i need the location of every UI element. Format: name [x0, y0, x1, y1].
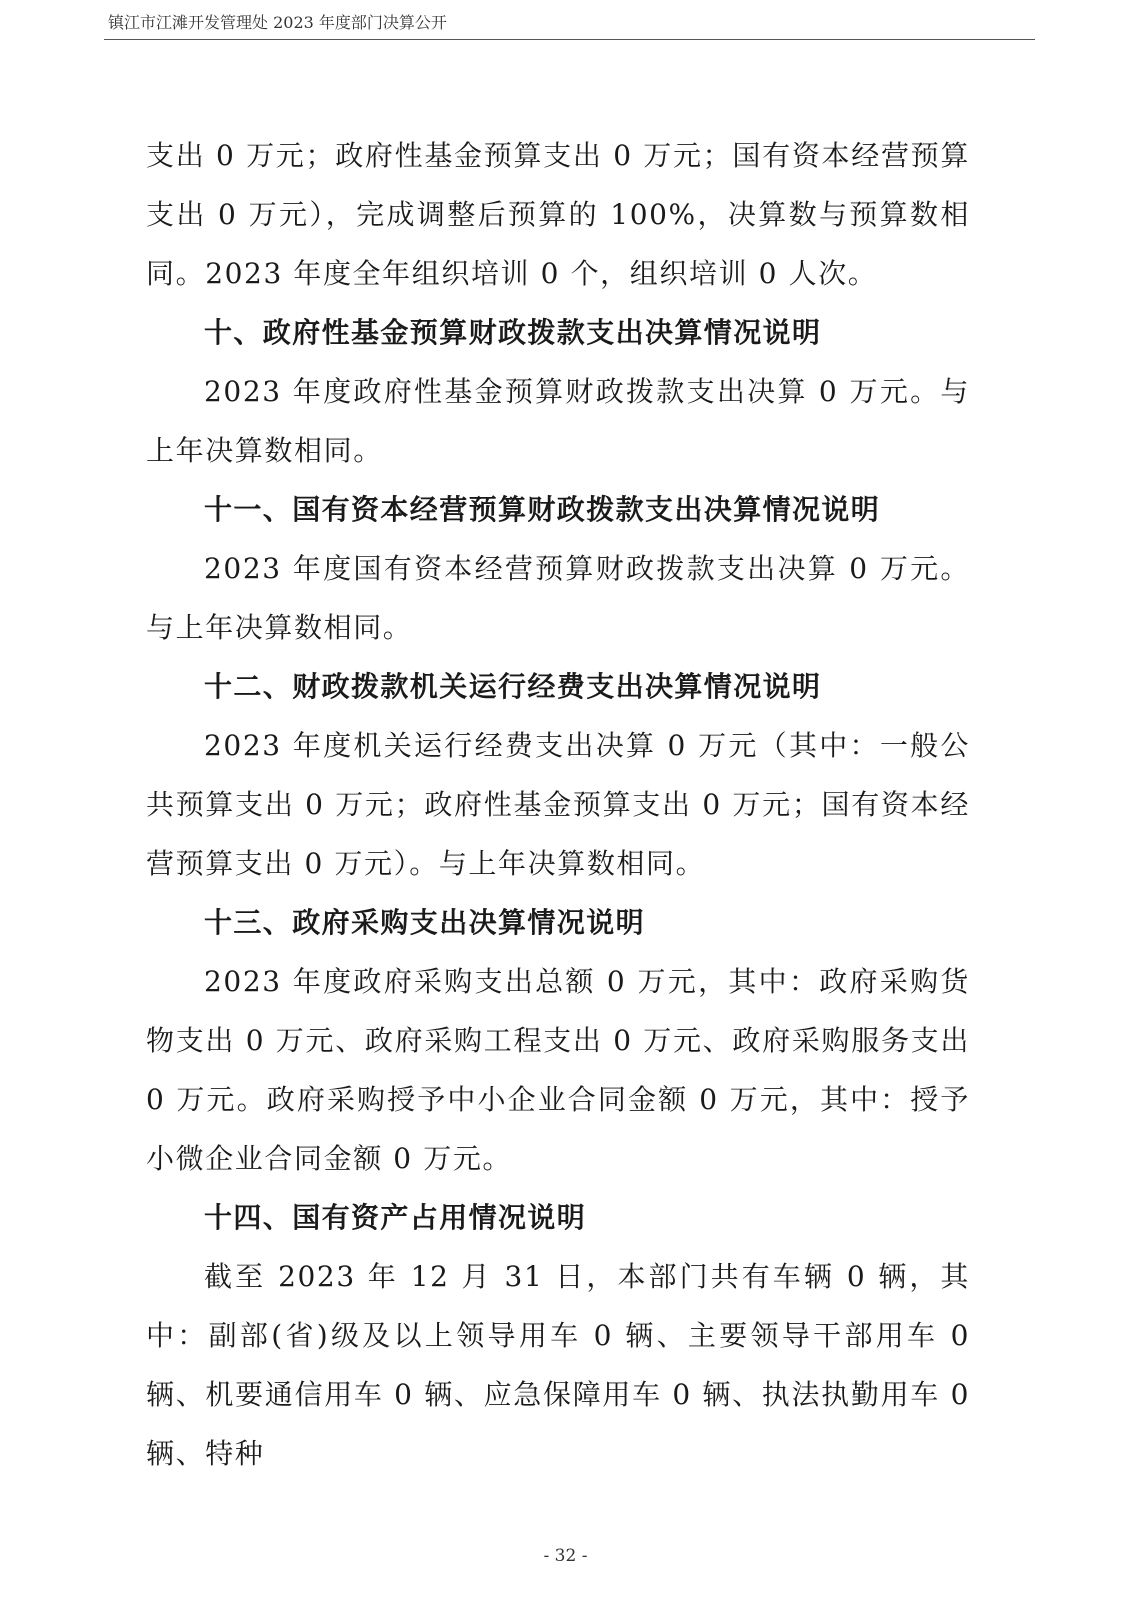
document-body: [146, 126, 970, 1483]
section-heading-11: 十一、国有资本经营预算财政拨款支出决算情况说明: [204, 493, 881, 526]
paragraph-state-capital-expenditure: 2023 年度国有资本经营预算财政拨款支出决算 0 万元。与上年决算数相同。: [146, 552, 970, 644]
header-divider: [104, 39, 1035, 40]
paragraph-training-expenditure: 支出 0 万元；政府性基金预算支出 0 万元；国有资本经营预算支出 0 万元），完成调整后预算的 100%，决算数与预算数相同。2023 年度全年组织培训 0 个，组织培训 0 人次。: [146, 139, 970, 290]
paragraph-state-assets: 截至 2023 年 12 月 31 日，本部门共有车辆 0 辆，其中：副部(省)级及以上领导用车 0 辆、主要领导干部用车 0 辆、机要通信用车 0 辆、应急保障用车 0 辆、执法执勤用车 0 辆、特种: [146, 1260, 970, 1470]
section-heading-10: 十、政府性基金预算财政拨款支出决算情况说明: [204, 316, 822, 349]
page-number: - 32 -: [543, 1546, 588, 1566]
section-heading-13: 十三、政府采购支出决算情况说明: [204, 906, 646, 939]
document-header-title: 镇江市江滩开发管理处 2023 年度部门决算公开: [108, 13, 447, 32]
paragraph-operating-expenses: 2023 年度机关运行经费支出决算 0 万元（其中：一般公共预算支出 0 万元；政府性基金预算支出 0 万元；国有资本经营预算支出 0 万元）。与上年决算数相同。: [146, 729, 970, 880]
paragraph-gov-procurement: 2023 年度政府采购支出总额 0 万元，其中：政府采购货物支出 0 万元、政府采购工程支出 0 万元、政府采购服务支出 0 万元。政府采购授予中小企业合同金额 0 万元，其中：授予小微企业合同金额 0 万元。: [146, 965, 970, 1175]
section-heading-14: 十四、国有资产占用情况说明: [204, 1201, 587, 1234]
section-heading-12: 十二、财政拨款机关运行经费支出决算情况说明: [204, 670, 822, 703]
paragraph-gov-fund-expenditure: 2023 年度政府性基金预算财政拨款支出决算 0 万元。与上年决算数相同。: [146, 375, 970, 467]
